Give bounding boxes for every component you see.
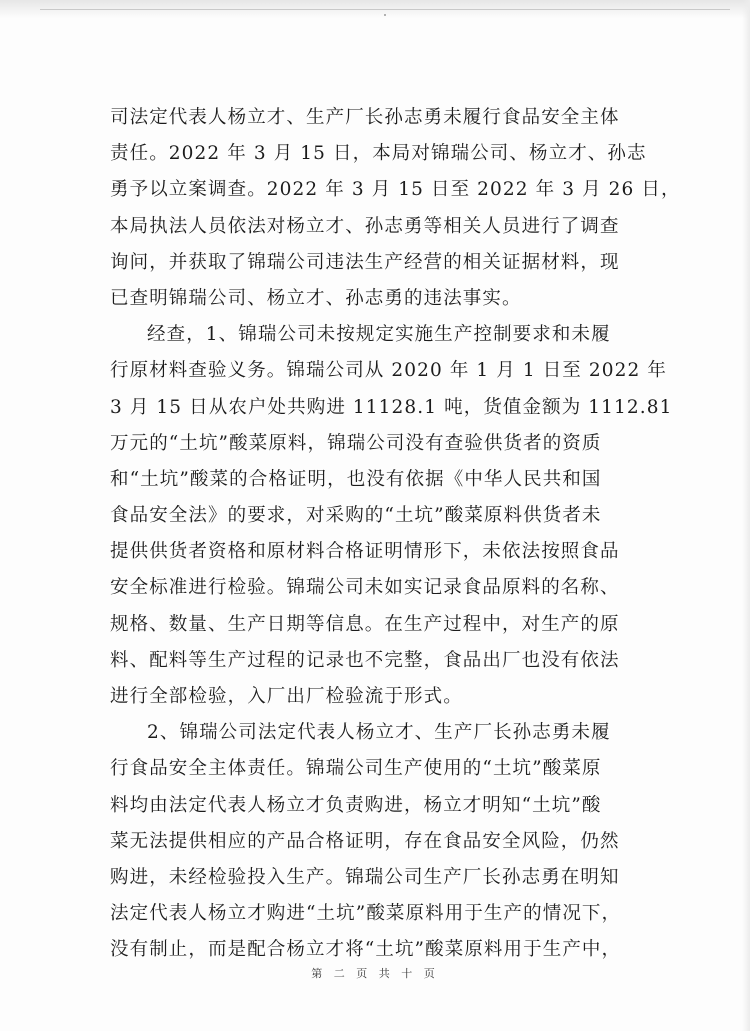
scan-speck: [384, 14, 386, 16]
body-line: 没有制止，而是配合杨立才将“土坑”酸菜原料用于生产中，: [110, 939, 622, 961]
body-line: 料、配料等生产过程的记录也不完整，食品出厂也没有依法: [110, 649, 620, 671]
document-body: [110, 100, 681, 969]
body-line: 安全标准进行检验。锦瑞公司未如实记录食品原料的名称、: [110, 577, 620, 599]
body-line: 司法定代表人杨立才、生产厂长孙志勇未履行食品安全主体: [110, 107, 620, 128]
scan-line-top: [40, 9, 730, 10]
body-line: 法定代表人杨立才购进“土坑”酸菜原料用于生产的情况下，: [110, 903, 622, 925]
body-line: 和“土坑”酸菜的合格证明，也没有依据《中华人民共和国: [110, 468, 602, 490]
scan-shadow-right: [742, 0, 750, 1031]
body-line: 菜无法提供相应的产品合格证明，存在食品安全风险，仍然: [110, 830, 620, 852]
body-line: 本局执法人员依法对杨立才、孙志勇等相关人员进行了调查: [110, 215, 620, 237]
body-line: 万元的“土坑”酸菜原料，锦瑞公司没有查验供货者的资质: [110, 432, 602, 454]
body-line: 行食品安全主体责任。锦瑞公司生产使用的“土坑”酸菜原: [110, 758, 602, 780]
paragraph-first-line: 经查，1、锦瑞公司未按规定实施生产控制要求和未履: [147, 324, 611, 346]
body-line: 食品安全法》的要求，对采购的“土坑”酸菜原料供货者未: [110, 505, 602, 527]
body-line: 规格、数量、生产日期等信息。在生产过程中，对生产的原: [110, 613, 620, 635]
body-line: 已查明锦瑞公司、杨立才、孙志勇的违法事实。: [110, 287, 522, 309]
body-line: 行原材料查验义务。锦瑞公司从 2020 年 1 月 1 日至 2022 年: [110, 360, 667, 382]
body-line: 进行全部检验，入厂出厂检验流于形式。: [110, 686, 463, 707]
body-line: 料均由法定代表人杨立才负责购进，杨立才明知“土坑”酸: [110, 794, 602, 816]
body-line: 责任。2022 年 3 月 15 日，本局对锦瑞公司、杨立才、孙志: [110, 143, 647, 165]
body-line: 勇予以立案调查。2022 年 3 月 15 日至 2022 年 3 月 26 日，: [110, 179, 681, 201]
body-line: 询问，并获取了锦瑞公司违法生产经营的相关证据材料，现: [110, 251, 620, 273]
paragraph-first-line: 2、锦瑞公司法定代表人杨立才、生产厂长孙志勇未履: [147, 722, 611, 744]
body-line: 提供供货者资格和原材料合格证明情形下，未依法按照食品: [110, 541, 620, 563]
body-line: 3 月 15 日从农户处共购进 11128.1 吨，货值金额为 1112.81: [110, 396, 673, 418]
body-line: 购进，未经检验投入生产。锦瑞公司生产厂长孙志勇在明知: [110, 866, 620, 888]
page-number-footer: 第 二 页 共 十 页: [311, 967, 439, 980]
